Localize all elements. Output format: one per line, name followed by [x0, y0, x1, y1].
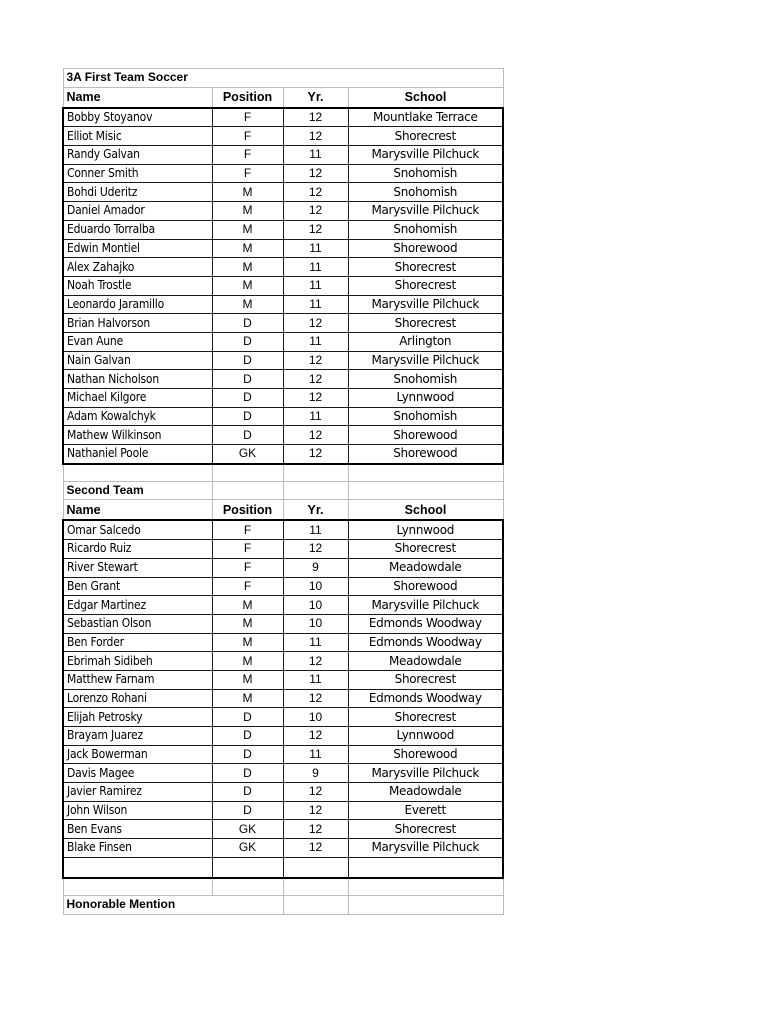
player-school: Edmonds Woodway [348, 633, 503, 652]
player-school: Marysville Pilchuck [348, 764, 503, 783]
player-school: Shorewood [348, 239, 503, 258]
table-row [63, 239, 503, 258]
player-year: 10 [283, 708, 348, 727]
player-position: D [212, 370, 283, 389]
player-year: 12 [283, 127, 348, 146]
player-name: Bohdi Uderitz [63, 183, 212, 202]
first-team-rows [63, 108, 503, 464]
player-name: Alex Zahajko [63, 258, 212, 277]
table-row [63, 801, 503, 820]
table-row [63, 127, 503, 146]
table-row [63, 332, 503, 351]
table-row [63, 633, 503, 652]
player-name: Leonardo Jaramillo [63, 295, 212, 314]
player-name: Javier Ramirez [63, 783, 212, 802]
player-year: 11 [283, 745, 348, 764]
player-year: 11 [283, 407, 348, 426]
player-school: Shorewood [348, 577, 503, 596]
empty-row [63, 857, 503, 878]
player-position: D [212, 745, 283, 764]
player-school: Shorewood [348, 745, 503, 764]
player-name: Ben Grant [63, 577, 212, 596]
player-position: D [212, 801, 283, 820]
player-year: 12 [283, 220, 348, 239]
table-row [63, 351, 503, 370]
table-row [63, 426, 503, 445]
player-name: Brayam Juarez [63, 727, 212, 746]
first-team-header [63, 69, 503, 108]
player-year: 12 [283, 370, 348, 389]
player-position: M [212, 202, 283, 221]
player-name: Ricardo Ruiz [63, 540, 212, 559]
table-row [63, 108, 503, 127]
player-position: D [212, 314, 283, 333]
player-name: Michael Kilgore [63, 389, 212, 408]
player-name: Daniel Amador [63, 202, 212, 221]
table-row [63, 540, 503, 559]
player-school: Snohomish [348, 183, 503, 202]
player-position: D [212, 708, 283, 727]
player-school: Mountlake Terrace [348, 108, 503, 127]
player-name: Edgar Martinez [63, 596, 212, 615]
table-row [63, 276, 503, 295]
player-school: Edmonds Woodway [348, 614, 503, 633]
player-position: D [212, 407, 283, 426]
table-row [63, 258, 503, 277]
table-row [63, 407, 503, 426]
player-name: Elliot Misic [63, 127, 212, 146]
player-name: Bobby Stoyanov [63, 108, 212, 127]
player-position: F [212, 540, 283, 559]
player-year: 12 [283, 839, 348, 858]
table-row [63, 370, 503, 389]
player-school: Marysville Pilchuck [348, 596, 503, 615]
player-position: F [212, 164, 283, 183]
second-team-header [63, 464, 503, 521]
player-year: 12 [283, 783, 348, 802]
table-row [63, 577, 503, 596]
player-year: 11 [283, 239, 348, 258]
player-name: Omar Salcedo [63, 520, 212, 539]
player-name: Ebrimah Sidibeh [63, 652, 212, 671]
player-year: 12 [283, 314, 348, 333]
player-year: 10 [283, 577, 348, 596]
player-year: 11 [283, 633, 348, 652]
table-row [63, 745, 503, 764]
player-position: D [212, 727, 283, 746]
header-name: Name [63, 500, 212, 521]
player-school: Snohomish [348, 407, 503, 426]
player-school: Marysville Pilchuck [348, 146, 503, 165]
table-row [63, 220, 503, 239]
player-position: D [212, 389, 283, 408]
player-name: John Wilson [63, 801, 212, 820]
header-position: Position [212, 87, 283, 108]
table-row [63, 558, 503, 577]
player-year: 12 [283, 183, 348, 202]
player-position: GK [212, 820, 283, 839]
player-position: M [212, 596, 283, 615]
player-position: D [212, 351, 283, 370]
table-row [63, 783, 503, 802]
spreadsheet [62, 68, 504, 915]
player-year: 11 [283, 670, 348, 689]
player-position: D [212, 332, 283, 351]
player-school: Meadowdale [348, 558, 503, 577]
player-school: Shorecrest [348, 276, 503, 295]
player-position: F [212, 558, 283, 577]
player-school: Lynnwood [348, 727, 503, 746]
player-position: D [212, 783, 283, 802]
player-school: Marysville Pilchuck [348, 202, 503, 221]
honorable-mention-title: Honorable Mention [63, 895, 283, 914]
player-year: 12 [283, 445, 348, 464]
player-name: Brian Halvorson [63, 314, 212, 333]
player-position: F [212, 146, 283, 165]
player-school: Snohomish [348, 370, 503, 389]
table-row [63, 183, 503, 202]
player-name: Nain Galvan [63, 351, 212, 370]
table-row [63, 670, 503, 689]
player-year: 12 [283, 164, 348, 183]
table-row [63, 520, 503, 539]
player-year: 11 [283, 295, 348, 314]
player-position: M [212, 239, 283, 258]
player-year: 11 [283, 276, 348, 295]
table-row [63, 445, 503, 464]
second-team-column-headers [63, 500, 503, 521]
player-year: 12 [283, 801, 348, 820]
player-name: Noah Trostle [63, 276, 212, 295]
player-position: M [212, 183, 283, 202]
table-row [63, 295, 503, 314]
player-year: 12 [283, 727, 348, 746]
first-team-title: 3A First Team Soccer [63, 69, 503, 88]
header-school: School [348, 500, 503, 521]
table-row [63, 708, 503, 727]
player-position: GK [212, 445, 283, 464]
player-school: Marysville Pilchuck [348, 839, 503, 858]
player-year: 12 [283, 540, 348, 559]
player-name: Ben Forder [63, 633, 212, 652]
player-school: Marysville Pilchuck [348, 295, 503, 314]
player-school: Lynnwood [348, 389, 503, 408]
player-position: M [212, 689, 283, 708]
spacer-row [63, 878, 503, 896]
player-position: M [212, 670, 283, 689]
player-year: 9 [283, 558, 348, 577]
player-name: Lorenzo Rohani [63, 689, 212, 708]
player-name: River Stewart [63, 558, 212, 577]
header-yr: Yr. [283, 500, 348, 521]
table-row [63, 820, 503, 839]
table-row [63, 146, 503, 165]
player-name: Adam Kowalchyk [63, 407, 212, 426]
player-year: 10 [283, 596, 348, 615]
player-name: Matthew Farnam [63, 670, 212, 689]
player-position: D [212, 426, 283, 445]
roster-table [62, 68, 504, 915]
header-position: Position [212, 500, 283, 521]
table-row [63, 614, 503, 633]
player-year: 12 [283, 108, 348, 127]
player-school: Shorecrest [348, 540, 503, 559]
table-row [63, 164, 503, 183]
player-school: Shorecrest [348, 258, 503, 277]
player-position: M [212, 276, 283, 295]
player-position: GK [212, 839, 283, 858]
player-school: Shorecrest [348, 820, 503, 839]
player-name: Conner Smith [63, 164, 212, 183]
first-team-column-headers [63, 87, 503, 108]
table-row [63, 202, 503, 221]
player-school: Meadowdale [348, 783, 503, 802]
player-name: Davis Magee [63, 764, 212, 783]
player-position: M [212, 258, 283, 277]
player-school: Snohomish [348, 164, 503, 183]
table-row [63, 596, 503, 615]
second-team-title: Second Team [63, 481, 212, 500]
player-school: Shorecrest [348, 127, 503, 146]
player-year: 11 [283, 258, 348, 277]
player-year: 12 [283, 202, 348, 221]
player-name: Randy Galvan [63, 146, 212, 165]
player-position: F [212, 520, 283, 539]
header-yr: Yr. [283, 87, 348, 108]
player-name: Mathew Wilkinson [63, 426, 212, 445]
player-school: Shorewood [348, 445, 503, 464]
player-name: Sebastian Olson [63, 614, 212, 633]
player-year: 10 [283, 614, 348, 633]
player-year: 12 [283, 689, 348, 708]
player-name: Jack Bowerman [63, 745, 212, 764]
player-school: Meadowdale [348, 652, 503, 671]
player-position: F [212, 577, 283, 596]
player-name: Elijah Petrosky [63, 708, 212, 727]
player-year: 11 [283, 520, 348, 539]
player-position: M [212, 295, 283, 314]
honorable-mention-section [63, 878, 503, 914]
player-name: Ben Evans [63, 820, 212, 839]
player-name: Edwin Montiel [63, 239, 212, 258]
table-row [63, 389, 503, 408]
player-school: Edmonds Woodway [348, 689, 503, 708]
player-school: Shorecrest [348, 314, 503, 333]
table-row [63, 652, 503, 671]
player-name: Nathan Nicholson [63, 370, 212, 389]
player-school: Lynnwood [348, 520, 503, 539]
player-school: Shorecrest [348, 670, 503, 689]
player-name: Blake Finsen [63, 839, 212, 858]
player-school: Arlington [348, 332, 503, 351]
table-row [63, 689, 503, 708]
player-year: 12 [283, 351, 348, 370]
header-school: School [348, 87, 503, 108]
player-position: F [212, 127, 283, 146]
player-name: Evan Aune [63, 332, 212, 351]
table-row [63, 839, 503, 858]
player-position: M [212, 652, 283, 671]
header-name: Name [63, 87, 212, 108]
player-school: Marysville Pilchuck [348, 351, 503, 370]
player-position: F [212, 108, 283, 127]
player-year: 12 [283, 389, 348, 408]
table-row [63, 764, 503, 783]
player-name: Eduardo Torralba [63, 220, 212, 239]
second-team-rows [63, 520, 503, 877]
player-position: D [212, 764, 283, 783]
player-year: 9 [283, 764, 348, 783]
player-school: Everett [348, 801, 503, 820]
player-school: Shorewood [348, 426, 503, 445]
player-position: M [212, 614, 283, 633]
player-position: M [212, 220, 283, 239]
player-position: M [212, 633, 283, 652]
table-row [63, 727, 503, 746]
spacer-row [63, 464, 503, 482]
table-row [63, 314, 503, 333]
player-year: 12 [283, 820, 348, 839]
player-year: 12 [283, 652, 348, 671]
player-name: Nathaniel Poole [63, 445, 212, 464]
player-year: 12 [283, 426, 348, 445]
player-year: 11 [283, 332, 348, 351]
player-school: Shorecrest [348, 708, 503, 727]
player-school: Snohomish [348, 220, 503, 239]
player-year: 11 [283, 146, 348, 165]
